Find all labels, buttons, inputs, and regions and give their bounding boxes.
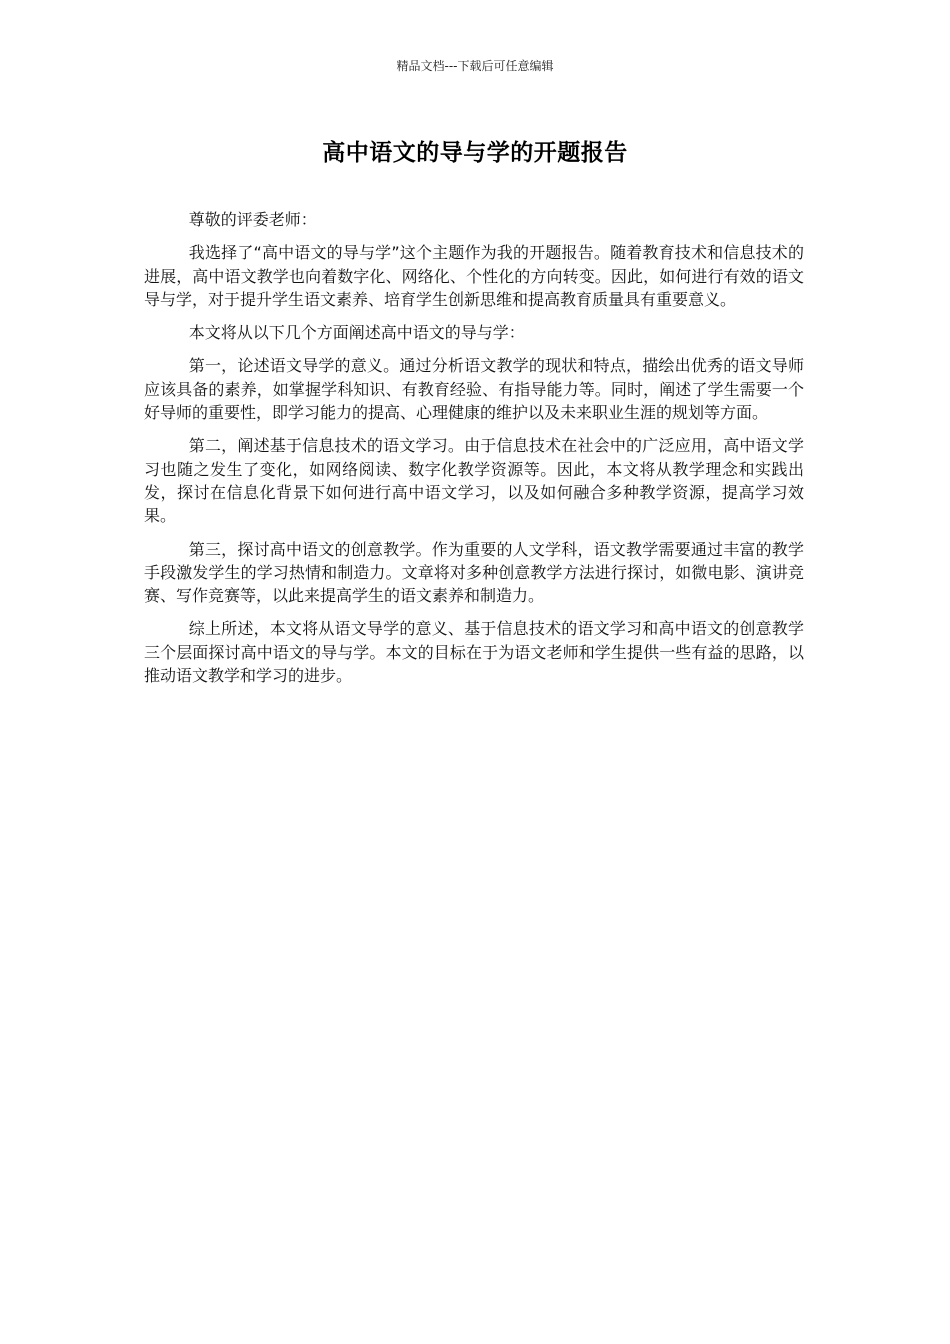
page-header: 精品文档---下载后可任意编辑 bbox=[396, 59, 554, 73]
salutation: 尊敬的评委老师： bbox=[188, 210, 317, 229]
paragraph-third: 第三，探讨高中语文的创意教学。作为重要的人文学科，语文教学需要通过丰富的教学手段激发学生的学习热情和制造力。文章将对多种创意教学方法进行探讨，如微电影、演讲竞赛、写作竞赛等，以此来提高学生的语文素养和制造力。 bbox=[144, 539, 804, 606]
paragraph-first: 第一，论述语文导学的意义。通过分析语文教学的现状和特点，描绘出优秀的语文导师应该具备的素养，如掌握学科知识、有教育经验、有指导能力等。同时，阐述了学生需要一个好导师的重要性，即学习能力的提高、心理健康的维护以及未来职业生涯的规划等方面。 bbox=[144, 356, 804, 423]
document-body bbox=[144, 208, 804, 697]
document-title: 高中语文的导与学的开题报告 bbox=[322, 140, 628, 166]
paragraph-second: 第二，阐述基于信息技术的语文学习。由于信息技术在社会中的广泛应用，高中语文学习也随之发生了变化，如网络阅读、数字化教学资源等。因此，本文将从教学理念和实践出发，探讨在信息化背景下如何进行高中语文学习，以及如何融合多种教学资源，提高学习效果。 bbox=[144, 436, 804, 526]
paragraph-intro: 我选择了“高中语文的导与学”这个主题作为我的开题报告。随着教育技术和信息技术的进展，高中语文教学也向着数字化、网络化、个性化的方向转变。因此，如何进行有效的语文导与学，对于提升学生语文素养、培育学生创新思维和提高教育质量具有重要意义。 bbox=[144, 243, 804, 309]
paragraph-conclusion: 综上所述，本文将从语文导学的意义、基于信息技术的语文学习和高中语文的创意教学三个层面探讨高中语文的导与学。本文的目标在于为语文老师和学生提供一些有益的思路，以推动语文教学和学习的进步。 bbox=[144, 619, 804, 686]
paragraph-outline: 本文将从以下几个方面阐述高中语文的导与学： bbox=[188, 323, 525, 343]
